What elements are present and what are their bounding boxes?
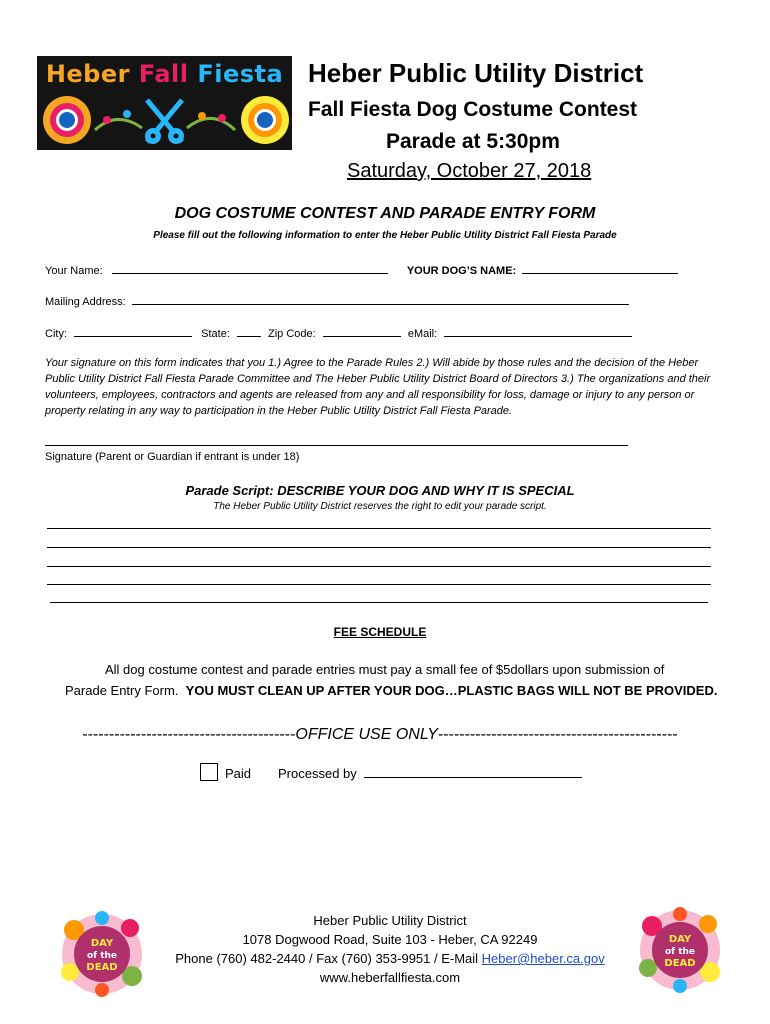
script-line[interactable] [47,528,711,529]
mailing-address-field[interactable] [132,293,629,305]
script-line[interactable] [50,602,708,603]
fee-text-prefix: Parade Entry Form. [65,683,186,698]
badge-right-line1: DAY [668,934,692,945]
signature-field[interactable] [45,445,628,446]
zip-field[interactable] [323,325,401,337]
footer-website: www.heberfallfiesta.com [319,970,461,985]
script-line[interactable] [47,547,711,548]
logo-flowers-guitars-art [37,90,292,150]
fee-schedule-title: FEE SCHEDULE [333,625,427,639]
signature-label: Signature (Parent or Guardian if entrant is under 18) [45,451,300,463]
logo-word-fiesta: Fiesta [197,60,284,88]
heber-fall-fiesta-logo [37,56,292,150]
zip-label: Zip Code [268,328,313,340]
parade-script-note: The Heber Public Utility District reserves the right to edit your parade script. [213,501,547,512]
parade-script-title: Parade Script: DESCRIBE YOUR DOG AND WHY IT IS SPECIAL [185,483,575,498]
state-label: State [201,328,227,340]
logo-word-heber: Heber [45,60,139,88]
processed-by-field[interactable] [364,766,582,778]
crossed-guitars-icon [145,100,184,144]
dog-name-label: YOUR DOG’S NAME: [406,265,517,277]
event-title: Fall Fiesta Dog Costume Contest [308,98,638,121]
badge-left-line3: DEAD [86,962,118,973]
left-flower-icon [43,96,91,144]
org-title: Heber Public Utility District [308,58,644,88]
email-label: eMail [407,328,435,340]
cleanup-warning: YOU MUST CLEAN UP AFTER YOUR DOG…PLASTIC BAGS WILL NOT BE PROVIDED. [185,683,718,698]
day-of-the-dead-badge-left [58,910,146,998]
city-field[interactable] [74,325,192,337]
office-dashes-right: --------------------------------------------- [437,726,678,743]
fee-text-line2 [65,683,717,698]
script-line[interactable] [47,566,711,567]
badge-left-line1: DAY [90,938,114,949]
script-line[interactable] [47,584,711,585]
right-flower-icon [241,96,289,144]
agreement-text: Your signature on this form indicates that you 1.) Agree to the Parade Rules 2.) Will abide by those rules and the decision of the Heber Public Utility District Fall Fiesta Parade Committee and The Heber Public Utility District Board of Directors 3.) The organizations and their volunteers, employees, contractors and agents are released from any and all responsibility for loss, damage or injury to any person or property relating in any way to participation in the Heber Public Utility District Fall Fiesta Parade. [45,357,711,417]
city-label: City [45,328,64,340]
logo-word-fall: Fall [138,60,198,88]
badge-left-line2: of the [86,951,118,961]
address-row: Mailing Address: [45,293,629,308]
day-of-the-dead-badge-right [636,906,724,994]
footer-address: 1078 Dogwood Road, Suite 103 - Heber, CA 92249 [242,932,538,947]
footer-phone: Phone (760) 482-2440 / Fax (760) 353-9951 / E-Mail [175,951,482,966]
processed-by-row [278,766,582,781]
badge-right-line3: DEAD [664,958,696,969]
paid-checkbox[interactable] [200,763,218,781]
badge-right-line2: of the [664,947,696,957]
logo-title [43,60,286,88]
name-row: Your Name: YOUR DOG’S NAME: [45,262,678,277]
form-title: DOG COSTUME CONTEST AND PARADE ENTRY FORM [174,205,596,222]
city-row: City: State: Zip Code: eMail: [45,325,632,340]
fee-text-line1: All dog costume contest and parade entries must pay a small fee of $5dollars upon submission of [105,662,665,677]
office-dashes-left: ---------------------------------------- [82,726,296,743]
footer-org: Heber Public Utility District [313,913,467,928]
state-field[interactable] [237,325,261,337]
event-date: Saturday, October 27, 2018 [347,160,592,182]
mailing-address-label: Mailing Address [45,296,123,308]
dog-name-field[interactable] [522,262,678,274]
footer-email-link[interactable]: Heber@heber.ca.gov [481,951,605,966]
parade-time: Parade at 5:30pm [386,130,560,153]
office-use-banner [0,726,760,744]
form-instructions: Please fill out the following information to enter the Heber Public Utility District Fall Fiesta Parade [153,230,617,241]
email-field[interactable] [444,325,632,337]
office-use-label: OFFICE USE ONLY [295,726,438,743]
your-name-field[interactable] [112,262,388,274]
your-name-label: Your Name [45,265,100,277]
processed-by-label: Processed by [278,766,357,781]
paid-label: Paid [225,766,252,781]
